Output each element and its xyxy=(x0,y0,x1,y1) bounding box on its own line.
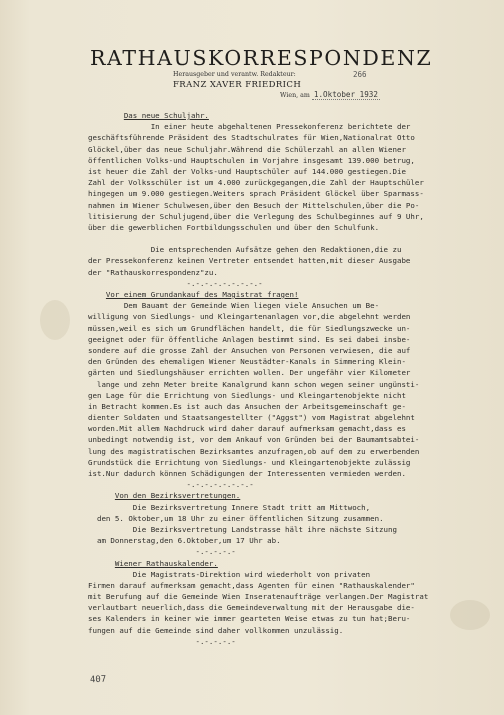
line-indent xyxy=(88,380,97,389)
text-line xyxy=(88,267,480,278)
text-line xyxy=(88,166,480,177)
editor-name: FRANZ XAVER FRIEDRICH xyxy=(173,80,302,90)
text-line xyxy=(88,591,480,602)
line-text: den Gründen des ehemaligen Wiener Neustädter-Kanals in Simmering Klein- xyxy=(88,357,406,367)
line-text: Von den Bezirksvertretungen. xyxy=(114,491,241,501)
text-line xyxy=(88,300,480,311)
text-line xyxy=(88,144,480,155)
text-line xyxy=(88,423,480,434)
text-line xyxy=(88,334,480,345)
line-text: Dem Bauamt der Gemeinde Wien liegen viele Ansuchen um Be- xyxy=(123,301,380,311)
masthead xyxy=(90,46,433,99)
line-indent xyxy=(88,111,124,120)
line-indent xyxy=(88,279,187,288)
text-line xyxy=(88,379,480,390)
line-text: litisierung der Schuljugend,über die Verlegung des Schulbeginnes auf 9 Uhr, xyxy=(88,211,424,221)
line-text: geeignet oder für öffentliche Anlagen bestimmt sind. Es sei dabei insbe- xyxy=(88,334,411,344)
line-text: am Donnerstag,den 6.Oktober,um 17 Uhr ab. xyxy=(96,536,281,546)
text-line xyxy=(88,446,480,457)
line-indent xyxy=(88,637,195,646)
line-text: Die Bezirksvertretung Landstrasse hält ihre nächste Sitzung xyxy=(132,524,397,534)
text-line xyxy=(88,222,480,233)
date-line xyxy=(280,90,380,99)
line-indent xyxy=(88,536,97,545)
text-line xyxy=(88,457,480,468)
line-text: -.-.-.-.-.-.-.-.- xyxy=(186,278,263,288)
line-text: Glöckel,über das neue Schuljahr.Während die Schülerzahl an allen Wiener xyxy=(88,144,406,154)
line-text: Zahl der Volksschüler ist um 4.000 zurückgegangen,die Zahl der Hauptschüler xyxy=(88,178,424,188)
section-separator xyxy=(88,546,480,557)
line-text: hingegen um 9.000 gestiegen.Weiters sprach Präsident Glöckel über Sparmass- xyxy=(88,189,424,199)
text-line xyxy=(88,323,480,334)
text-line xyxy=(88,177,480,188)
article-body xyxy=(88,110,480,647)
section-heading xyxy=(88,289,480,300)
text-line xyxy=(88,233,480,244)
line-text: nahmen im Wiener Schulwesen,über den Besuch der Mittelschulen,über die Po- xyxy=(88,200,420,210)
line-text: in Betracht kommen.Es ist auch das Ansuchen der Arbeitsgemeinschaft ge- xyxy=(88,401,406,411)
line-text: unbedingt notwendig ist, vor dem Ankauf von Gründen bei der Baumamtsabtei- xyxy=(88,435,420,445)
line-indent xyxy=(88,290,106,299)
text-line xyxy=(88,244,480,255)
text-line xyxy=(88,155,480,166)
page-number: 266 xyxy=(353,70,367,79)
date-label: Wien, am xyxy=(280,92,310,99)
line-text: worden.Mit allem Nachdruck wird daher darauf aufmerksam gemacht,dass es xyxy=(88,424,406,434)
text-line xyxy=(88,502,480,513)
text-line xyxy=(88,468,480,479)
text-line xyxy=(88,513,480,524)
section-separator xyxy=(88,636,480,647)
text-line xyxy=(88,625,480,636)
text-line xyxy=(88,535,480,546)
line-indent xyxy=(88,547,195,556)
line-text: müssen,weil es sich um Grundflächen handelt, die für Siedlungszwecke un- xyxy=(88,323,411,333)
line-text: ist.Nur dadurch können Schädigungen der Interessenten vermieden werden. xyxy=(88,469,406,478)
line-indent xyxy=(88,122,151,131)
text-line xyxy=(88,602,480,613)
line-text: In einer heute abgehaltenen Pressekonferenz berichtete der xyxy=(150,122,411,132)
line-text: dienter Soldaten und Staatsangestellter ("Aggst") vom Magistrat abgelehnt xyxy=(88,413,415,423)
line-text: Die Magistrats-Direktion wird wiederholt von privaten xyxy=(132,569,371,579)
section-heading xyxy=(88,110,480,121)
section-heading xyxy=(88,490,480,501)
text-line xyxy=(88,390,480,401)
line-text: -.-.-.-.- xyxy=(195,636,236,646)
line-text: öffentlichen Volks-und Hauptschulen im Vorjahre insgesamt 139.000 betrug, xyxy=(88,155,415,165)
editor-label: Herausgeber und verantw. Redakteur: xyxy=(173,71,296,78)
text-line xyxy=(88,580,480,591)
line-text: lung des magistratischen Bezirksamtes anzufragen,ob auf dem zu erwerbenden xyxy=(88,446,420,456)
handwritten-page-mark: 407 xyxy=(89,674,107,686)
line-text: über die gewerblichen Fortbildungsschulen und über den Schulfunk. xyxy=(88,222,380,232)
line-indent xyxy=(88,491,115,500)
line-indent xyxy=(88,514,97,523)
line-text: fungen auf die Gemeinde sind daher vollkommen unzulässig. xyxy=(88,625,344,635)
line-text: Wiener Rathauskalender. xyxy=(114,558,218,568)
line-text: gen Lage für die Errichtung von Siedlungs- und Kleingartenobjekte nicht xyxy=(88,390,406,400)
line-text: ses Kalenders in keiner wie immer gearteten Weise etwas zu tun hat;Beru- xyxy=(88,614,411,624)
line-text: Vor einem Grundankauf des Magistrat fragen! xyxy=(105,290,299,299)
line-indent xyxy=(88,503,133,512)
line-text: sondere auf die grosse Zahl der Ansuchen von Personen verwiesen, die auf xyxy=(88,345,411,355)
line-text: -.-.-.-.- xyxy=(195,547,236,557)
section-heading xyxy=(88,558,480,569)
line-text: Grundstück die Errichtung von Siedlungs- und Kleingartenobjekte zulässig xyxy=(88,457,411,467)
line-text: Firmen darauf aufmerksam gemacht,dass Agenten für einen "Rathauskalender" xyxy=(88,580,415,590)
line-text: der "Rathauskorrespondenz"zu. xyxy=(88,267,218,277)
text-line xyxy=(88,200,480,211)
line-text: Die entsprechenden Aufsätze gehen den Redaktionen,die zu xyxy=(150,245,402,255)
text-line xyxy=(88,569,480,580)
line-indent xyxy=(88,245,151,254)
section-separator xyxy=(88,278,480,289)
text-line xyxy=(88,412,480,423)
line-text: -.-.-.-.-.-.-.- xyxy=(186,480,254,490)
paper-stain xyxy=(40,300,70,340)
text-line xyxy=(88,367,480,378)
text-line xyxy=(88,188,480,199)
text-line xyxy=(88,524,480,535)
text-line xyxy=(88,613,480,624)
line-text: gärten und Siedlungshäuser errichten wollen. Der ungefähr vier Kilometer xyxy=(88,368,411,378)
text-line xyxy=(88,121,480,132)
line-text: den 5. Oktober,um 18 Uhr zu einer öffentlichen Sitzung zusammen. xyxy=(96,513,384,523)
line-text: willigung von Siedlungs- und Kleingartenanlagen vor,die abgelehnt werden xyxy=(88,312,411,322)
line-indent xyxy=(88,301,124,310)
line-text: der Pressekonferenz keinen Vertreter entsendet hatten,mit dieser Ausgabe xyxy=(88,256,411,266)
text-line xyxy=(88,345,480,356)
line-text: mit Berufung auf die Gemeinde Wien Inseratenaufträge verlangen.Der Magistrat xyxy=(88,592,429,602)
text-line xyxy=(88,434,480,445)
text-line xyxy=(88,356,480,367)
date-value: 1.Oktober 1932 xyxy=(313,90,378,99)
line-text: verlautbart neuerlich,dass die Gemeindeverwaltung mit der Herausgabe die- xyxy=(88,603,415,613)
line-text: Das neue Schuljahr. xyxy=(123,111,209,120)
text-line xyxy=(88,311,480,322)
section-separator xyxy=(88,479,480,490)
publication-title: RATHAUSKORRESPONDENZ xyxy=(90,46,433,70)
line-text: geschäftsführende Präsident des Stadtschulrates für Wien,Nationalrat Otto xyxy=(88,133,415,143)
line-indent xyxy=(88,570,133,579)
line-indent xyxy=(88,559,115,568)
line-indent xyxy=(88,525,133,534)
text-line xyxy=(88,132,480,143)
text-line xyxy=(88,401,480,412)
line-indent xyxy=(88,480,187,489)
text-line xyxy=(88,211,480,222)
line-text: lange und zehn Meter breite Kanalgrund kann schon wegen seiner ungünsti- xyxy=(96,379,420,389)
line-text: Die Bezirksvertretung Innere Stadt tritt am Mittwoch, xyxy=(132,502,371,512)
text-line xyxy=(88,255,480,266)
line-text: ist heuer die Zahl der Volks-und Hauptschüler auf 144.000 gestiegen.Die xyxy=(88,166,406,176)
